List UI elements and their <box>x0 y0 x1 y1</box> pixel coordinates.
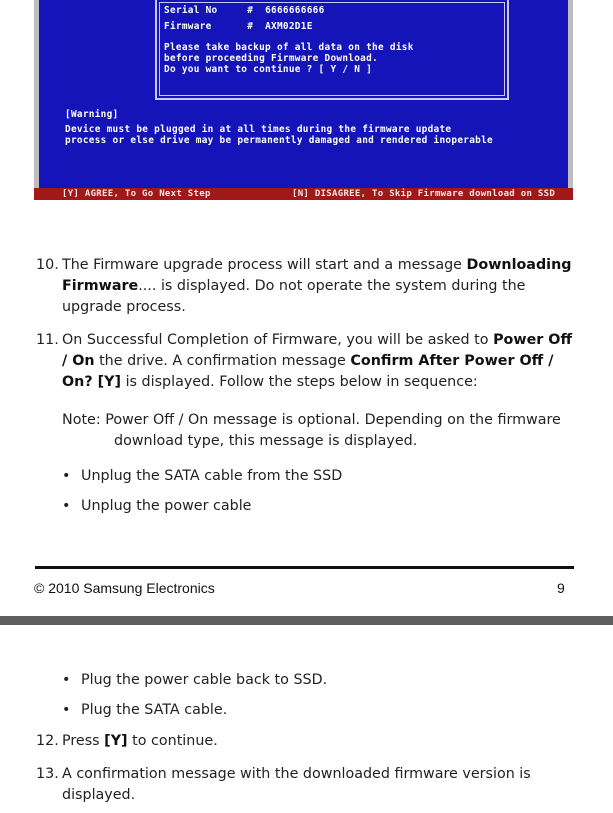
dos-status-bar <box>34 188 573 200</box>
bullet-text: Unplug the power cable <box>81 498 252 514</box>
bullet-text: Unplug the SATA cable from the SSD <box>81 468 343 484</box>
warning-title: [Warning] <box>65 109 119 120</box>
dialog-message-line-2: before proceeding Firmware Download. <box>164 53 378 64</box>
step-12 <box>36 731 576 752</box>
status-disagree-text: [N] DISAGREE, To Skip Firmware download on SSD <box>292 189 556 199</box>
serial-label: Serial No <box>164 5 218 16</box>
firmware-label: Firmware <box>164 21 212 32</box>
bold-text: Power Off / On <box>62 332 573 369</box>
step-number: 13. <box>36 766 59 782</box>
dialog-message-line-1: Please take backup of all data on the disk <box>164 42 414 53</box>
bullet-text: Plug the SATA cable. <box>81 702 228 718</box>
footer-copyright: © 2010 Samsung Electronics <box>34 580 215 596</box>
firmware-value: AXM02D1E <box>265 21 313 32</box>
list-item <box>62 670 327 691</box>
step-text: A confirmation message with the downloaded firmware version is displayed. <box>62 766 531 803</box>
note <box>62 410 572 452</box>
warning-line-2: process or else drive may be permanently damaged and rendered inoperable <box>65 135 493 146</box>
text: On Successful Completion of Firmware, you will be asked to <box>62 332 494 348</box>
dos-screen <box>39 0 568 188</box>
serial-value: 6666666666 <box>265 5 325 16</box>
serial-row <box>164 5 325 16</box>
firmware-row <box>164 21 313 32</box>
step-13 <box>36 764 576 806</box>
page-number: 9 <box>557 580 565 596</box>
list-item <box>62 466 342 487</box>
footer-rule <box>35 566 574 569</box>
bold-text: Confirm After Power Off / On? [Y] <box>62 353 554 390</box>
bullet-text: Plug the power cable back to SSD. <box>81 672 328 688</box>
bold-text: [Y] <box>104 733 128 749</box>
serial-sep: # <box>247 5 254 16</box>
list-item <box>62 700 227 721</box>
bullet-icon: • <box>62 468 71 484</box>
firmware-sep: # <box>247 21 254 32</box>
step-text <box>62 330 576 393</box>
confirmation-dialog <box>155 0 509 100</box>
text: the drive. A confirmation message <box>94 353 351 369</box>
note-line-1: Note: Power Off / On message is optional. Depending on the firmware <box>62 412 561 428</box>
dialog-message-line-3: Do you want to continue ? [ Y / N ] <box>164 64 373 75</box>
page-separator <box>0 616 613 625</box>
text: .... is displayed. Do not operate the system during the upgrade process. <box>62 278 526 315</box>
step-text <box>62 255 576 318</box>
text: is displayed. Follow the steps below in sequence: <box>121 374 478 390</box>
text: Press <box>62 733 105 749</box>
step-10 <box>36 255 576 318</box>
bullet-icon: • <box>62 672 71 688</box>
step-number: 10. <box>36 257 59 273</box>
step-number: 12. <box>36 733 59 749</box>
bold-text: Downloading Firmware <box>62 257 572 294</box>
step-number: 11. <box>36 332 59 348</box>
bullet-icon: • <box>62 498 71 514</box>
step-text <box>62 731 576 752</box>
note-line-2: download type, this message is displayed. <box>114 433 418 449</box>
text: to continue. <box>127 733 218 749</box>
firmware-update-screenshot <box>34 0 573 200</box>
list-item <box>62 496 251 517</box>
step-11 <box>36 330 576 393</box>
text: The Firmware upgrade process will start and a message <box>62 257 467 273</box>
bullet-icon: • <box>62 702 71 718</box>
warning-line-1: Device must be plugged in at all times during the firmware update <box>65 124 452 135</box>
status-agree-text: [Y] AGREE, To Go Next Step <box>62 189 211 199</box>
